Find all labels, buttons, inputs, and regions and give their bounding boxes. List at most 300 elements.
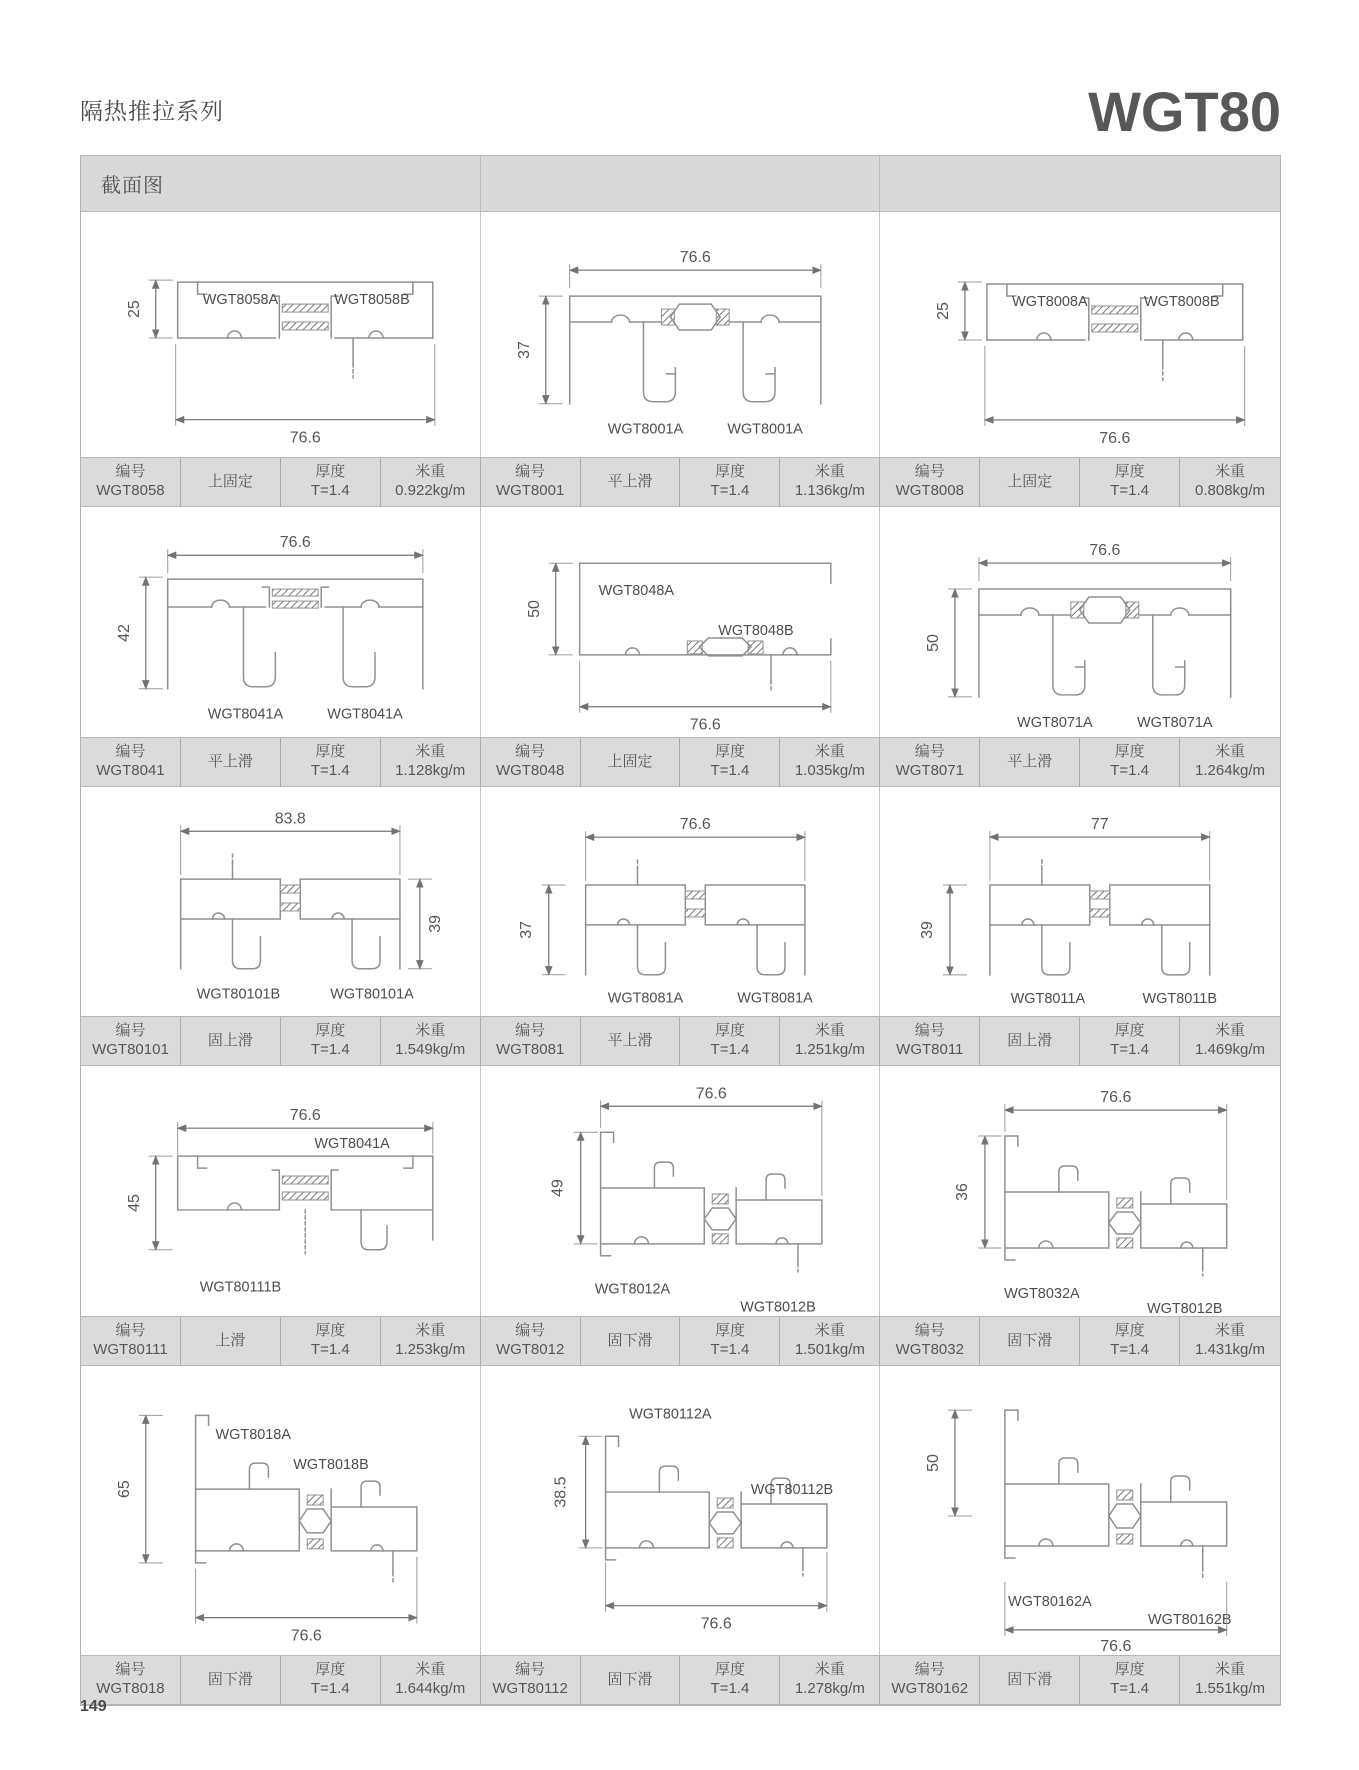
- info-cell-thickness: [680, 738, 780, 786]
- svg-text:83.8: 83.8: [274, 810, 306, 828]
- dim-horizontal: [196, 1557, 417, 1645]
- part-label: WGT8012A: [594, 1281, 670, 1298]
- diagram-cell-wgt8018: [81, 1366, 481, 1655]
- profile-thickness: T=1.4: [310, 762, 350, 779]
- profile-drawing: [1005, 1136, 1227, 1276]
- info-cell-thickness: [1080, 1317, 1180, 1365]
- info-cell-type: [581, 1317, 681, 1365]
- dim-vertical: [925, 1410, 972, 1516]
- info-cell-thickness: [1080, 738, 1180, 786]
- dim-vertical: [515, 296, 562, 404]
- profile-type: 上滑: [215, 1331, 246, 1349]
- info-cell-code: [81, 458, 181, 506]
- code-label: 编号: [515, 463, 546, 481]
- info-cell-code: [481, 738, 581, 786]
- diagram-cell-wgt80101: [81, 787, 481, 1016]
- dim-horizontal: [600, 1085, 821, 1196]
- profile-thickness: T=1.4: [710, 1680, 750, 1697]
- diagram-cell-wgt8032: [880, 1066, 1280, 1316]
- info-cell-type: [980, 1017, 1080, 1065]
- info-cell-weight: [1180, 1317, 1280, 1365]
- part-label: WGT8008B: [1144, 294, 1220, 311]
- profile-weight: 1.253kg/m: [395, 1341, 466, 1358]
- dim-vertical: [517, 885, 565, 975]
- info-cell-weight: [780, 1317, 880, 1365]
- info-cell-type: [581, 1017, 681, 1065]
- part-label: WGT8041A: [327, 706, 403, 723]
- info-row: [81, 1655, 1280, 1705]
- thickness-label: 厚度: [315, 1661, 346, 1679]
- code-label: 编号: [115, 1022, 146, 1040]
- info-cell-weight: [1180, 1017, 1280, 1065]
- profile-thickness: T=1.4: [710, 482, 750, 499]
- svg-text:77: 77: [1091, 816, 1110, 834]
- profile-drawing: [569, 296, 820, 404]
- info-cell-thickness: [680, 458, 780, 506]
- thickness-label: 厚度: [1114, 1022, 1145, 1040]
- info-cell-type: [181, 738, 281, 786]
- part-label: WGT8018A: [215, 1427, 291, 1444]
- profile-thickness: T=1.4: [310, 1341, 350, 1358]
- part-label: WGT8012B: [739, 1299, 816, 1316]
- dim-horizontal: [585, 816, 804, 881]
- profile-thickness: T=1.4: [1110, 1680, 1149, 1697]
- profile-drawing: [178, 1156, 433, 1254]
- diagram-cell-wgt80162: [880, 1366, 1280, 1655]
- code-label: 编号: [115, 743, 146, 761]
- code-label: 编号: [914, 463, 945, 481]
- part-label: WGT80162B: [1148, 1611, 1232, 1628]
- info-cell-weight: [381, 1017, 481, 1065]
- code-label: 编号: [914, 1322, 945, 1340]
- profile-code: WGT8032: [895, 1341, 964, 1358]
- profile-weight: 1.278kg/m: [794, 1680, 865, 1697]
- svg-text:76.6: 76.6: [689, 716, 721, 734]
- thickness-label: 厚度: [1114, 463, 1145, 481]
- profile-thickness: T=1.4: [310, 1041, 350, 1058]
- thickness-label: 厚度: [714, 743, 745, 761]
- diagram-cell-wgt8008: [880, 212, 1280, 457]
- profile-thickness: T=1.4: [1110, 482, 1149, 499]
- profile-thickness: T=1.4: [710, 762, 750, 779]
- code-label: 编号: [515, 1322, 546, 1340]
- dim-horizontal: [181, 810, 400, 875]
- profile-weight: 1.264kg/m: [1195, 762, 1266, 779]
- part-label: WGT8081A: [736, 990, 813, 1007]
- profile-type: 固下滑: [1007, 1331, 1053, 1349]
- part-label: WGT8018B: [293, 1457, 369, 1474]
- diagram-cell-wgt8012: [481, 1066, 881, 1316]
- profile-thickness: T=1.4: [710, 1041, 750, 1058]
- part-label: WGT8032A: [1004, 1285, 1080, 1302]
- profile-code: WGT8071: [895, 762, 964, 779]
- weight-label: 米重: [415, 1661, 446, 1679]
- profile-weight: 1.549kg/m: [395, 1041, 466, 1058]
- diagram-row: [81, 787, 1280, 1016]
- weight-label: 米重: [415, 1322, 446, 1340]
- info-cell-weight: [381, 458, 481, 506]
- info-cell-type: [181, 458, 281, 506]
- code-label: 编号: [914, 1022, 945, 1040]
- profile-code: WGT80162: [891, 1680, 969, 1697]
- thickness-label: 厚度: [1114, 1661, 1145, 1679]
- profile-weight: 1.431kg/m: [1195, 1341, 1266, 1358]
- svg-text:76.6: 76.6: [290, 1627, 322, 1645]
- svg-text:50: 50: [525, 600, 543, 618]
- info-cell-thickness: [1080, 458, 1180, 506]
- diagram-cell-wgt8001: [481, 212, 881, 457]
- info-cell-weight: [381, 1317, 481, 1365]
- profile-code: WGT8011: [896, 1041, 964, 1058]
- info-row: [81, 737, 1280, 787]
- info-cell-weight: [1180, 1656, 1280, 1704]
- info-cell-thickness: [1080, 1656, 1180, 1704]
- part-label: WGT8058B: [334, 292, 410, 309]
- section-header-cell: [880, 156, 1280, 211]
- info-cell-weight: [780, 1017, 880, 1065]
- part-label: WGT8001A: [607, 421, 683, 438]
- part-label: WGT8011B: [1142, 990, 1218, 1007]
- profile-weight: 1.501kg/m: [794, 1341, 865, 1358]
- weight-label: 米重: [415, 743, 446, 761]
- part-label: WGT80112B: [750, 1482, 833, 1499]
- part-label: WGT8041A: [314, 1136, 390, 1153]
- weight-label: 米重: [814, 743, 845, 761]
- thickness-label: 厚度: [714, 463, 745, 481]
- profile-type: 固上滑: [1007, 1031, 1053, 1049]
- weight-label: 米重: [415, 463, 446, 481]
- svg-text:37: 37: [515, 341, 533, 359]
- info-cell-type: [581, 458, 681, 506]
- svg-text:39: 39: [919, 921, 937, 939]
- dim-vertical: [549, 1132, 597, 1244]
- info-cell-code: [481, 1017, 581, 1065]
- info-cell-thickness: [680, 1317, 780, 1365]
- profile-type: 上固定: [207, 472, 253, 490]
- svg-text:45: 45: [125, 1194, 143, 1212]
- table-header-row: [81, 156, 1280, 212]
- weight-label: 米重: [814, 1661, 845, 1679]
- svg-text:76.6: 76.6: [679, 816, 711, 834]
- info-cell-code: [880, 1656, 980, 1704]
- part-label: WGT8008A: [1012, 294, 1088, 311]
- profile-code: WGT8081: [495, 1041, 565, 1058]
- svg-text:76.6: 76.6: [289, 1107, 321, 1125]
- page-header: [80, 60, 1281, 143]
- part-label: WGT8071A: [1137, 714, 1213, 731]
- diagram-row: [81, 1066, 1280, 1316]
- model-title: WGT80: [1088, 80, 1281, 143]
- svg-text:76.6: 76.6: [1099, 429, 1131, 447]
- svg-text:76.6: 76.6: [289, 429, 321, 447]
- series-title: 隔热推拉系列: [80, 98, 224, 124]
- diagram-row: [81, 507, 1280, 737]
- svg-text:49: 49: [549, 1179, 567, 1197]
- code-label: 编号: [115, 1661, 146, 1679]
- part-label: WGT8012B: [1147, 1300, 1223, 1316]
- profile-type: 平上滑: [607, 1031, 653, 1049]
- weight-label: 米重: [1215, 1661, 1246, 1679]
- svg-text:36: 36: [954, 1183, 972, 1201]
- info-cell-code: [81, 1017, 181, 1065]
- info-cell-code: [81, 1656, 181, 1704]
- dim-vertical: [925, 589, 972, 697]
- svg-text:76.6: 76.6: [679, 249, 711, 267]
- profile-thickness: T=1.4: [1110, 1041, 1149, 1058]
- profile-code: WGT8018: [96, 1680, 165, 1697]
- thickness-label: 厚度: [1114, 1322, 1145, 1340]
- code-label: 编号: [515, 1022, 546, 1040]
- info-cell-type: [181, 1317, 281, 1365]
- svg-text:76.6: 76.6: [279, 534, 311, 552]
- info-cell-code: [481, 1656, 581, 1704]
- dim-vertical: [552, 1436, 602, 1548]
- dim-vertical: [408, 879, 444, 969]
- info-cell-code: [81, 1317, 181, 1365]
- profile-weight: 1.251kg/m: [794, 1041, 865, 1058]
- weight-label: 米重: [814, 1322, 845, 1340]
- thickness-label: 厚度: [315, 1322, 346, 1340]
- dim-horizontal: [168, 534, 423, 573]
- part-label: WGT80112A: [628, 1406, 712, 1423]
- diagram-cell-wgt80111: [81, 1066, 481, 1316]
- diagram-cell-wgt8081: [481, 787, 881, 1016]
- info-cell-thickness: [281, 458, 381, 506]
- part-label: WGT8071A: [1017, 714, 1093, 731]
- profile-type: 固下滑: [607, 1670, 653, 1688]
- info-cell-weight: [780, 738, 880, 786]
- profile-code: WGT80112: [492, 1680, 568, 1697]
- dim-vertical: [954, 1136, 1002, 1248]
- part-label: WGT80101B: [196, 986, 281, 1003]
- code-label: 编号: [515, 743, 546, 761]
- profile-drawing: [1005, 1410, 1227, 1578]
- profile-code: WGT8012: [495, 1341, 565, 1358]
- profile-code: WGT8008: [895, 482, 964, 499]
- profile-type: 固上滑: [207, 1031, 253, 1049]
- info-row: [81, 1016, 1280, 1066]
- profile-drawing: [979, 589, 1231, 697]
- code-label: 编号: [115, 1322, 146, 1340]
- section-header-cell: [81, 156, 481, 211]
- info-cell-thickness: [281, 1017, 381, 1065]
- part-label: WGT80162A: [1008, 1593, 1093, 1610]
- svg-text:25: 25: [935, 302, 953, 320]
- dim-horizontal: [1005, 1089, 1227, 1200]
- thickness-label: 厚度: [315, 463, 346, 481]
- profile-type: 上固定: [607, 752, 653, 770]
- profile-drawing: [605, 1436, 826, 1576]
- part-label: WGT8048A: [598, 583, 674, 600]
- info-cell-weight: [1180, 458, 1280, 506]
- code-label: 编号: [914, 1661, 945, 1679]
- profile-drawing: [990, 859, 1210, 975]
- info-cell-code: [81, 738, 181, 786]
- info-cell-type: [181, 1656, 281, 1704]
- profile-thickness: T=1.4: [310, 1680, 350, 1697]
- part-label: WGT8058A: [202, 292, 279, 309]
- dim-horizontal: [579, 661, 830, 734]
- profile-drawing: [600, 1132, 821, 1272]
- profile-code: WGT80111: [93, 1341, 168, 1358]
- profile-code: WGT8058: [96, 482, 165, 499]
- section-header-cell: [481, 156, 881, 211]
- profile-code: WGT8041: [96, 762, 165, 779]
- info-cell-thickness: [281, 738, 381, 786]
- info-cell-weight: [780, 1656, 880, 1704]
- svg-text:76.6: 76.6: [1100, 1089, 1132, 1107]
- profile-weight: 1.644kg/m: [395, 1680, 466, 1697]
- info-cell-type: [980, 1656, 1080, 1704]
- svg-text:39: 39: [426, 915, 444, 933]
- info-cell-thickness: [1080, 1017, 1180, 1065]
- diagram-cell-wgt8071: [880, 507, 1280, 737]
- profile-table: [80, 155, 1281, 1706]
- svg-text:76.6: 76.6: [695, 1085, 727, 1103]
- weight-label: 米重: [1215, 1022, 1246, 1040]
- code-label: 编号: [914, 743, 945, 761]
- section-header: 截面图: [101, 175, 164, 197]
- info-cell-code: [880, 1017, 980, 1065]
- info-cell-type: [581, 1656, 681, 1704]
- dim-vertical: [116, 577, 163, 689]
- info-cell-code: [880, 458, 980, 506]
- diagram-cell-wgt8011: [880, 787, 1280, 1016]
- svg-text:25: 25: [125, 300, 143, 318]
- info-cell-thickness: [281, 1656, 381, 1704]
- dim-horizontal: [990, 816, 1210, 881]
- diagram-cell-wgt8048: [481, 507, 881, 737]
- profile-type: 平上滑: [607, 472, 653, 490]
- thickness-label: 厚度: [315, 743, 346, 761]
- thickness-label: 厚度: [714, 1661, 745, 1679]
- svg-text:50: 50: [925, 634, 943, 652]
- svg-text:37: 37: [517, 921, 535, 939]
- thickness-label: 厚度: [315, 1022, 346, 1040]
- part-label: WGT80111B: [199, 1279, 282, 1296]
- svg-text:76.6: 76.6: [1100, 1637, 1132, 1655]
- info-cell-weight: [381, 738, 481, 786]
- profile-drawing: [585, 859, 804, 975]
- dim-horizontal: [569, 249, 820, 288]
- dim-vertical: [116, 1415, 163, 1563]
- profile-weight: 1.128kg/m: [395, 762, 466, 779]
- profile-weight: 0.922kg/m: [395, 482, 466, 499]
- profile-weight: 1.136kg/m: [794, 482, 865, 499]
- profile-weight: 1.469kg/m: [1195, 1041, 1266, 1058]
- profile-weight: 1.551kg/m: [1195, 1680, 1266, 1697]
- info-cell-code: [880, 738, 980, 786]
- dim-horizontal: [979, 542, 1231, 581]
- weight-label: 米重: [814, 463, 845, 481]
- dim-horizontal: [985, 346, 1245, 447]
- profile-code: WGT8001: [495, 482, 565, 499]
- profile-drawing: [181, 853, 400, 969]
- info-row: [81, 457, 1280, 507]
- profile-drawing: [168, 579, 423, 689]
- info-cell-type: [980, 458, 1080, 506]
- dim-horizontal: [605, 1552, 826, 1633]
- svg-text:65: 65: [115, 1480, 133, 1498]
- thickness-label: 厚度: [714, 1322, 745, 1340]
- thickness-label: 厚度: [714, 1022, 745, 1040]
- info-cell-type: [980, 1317, 1080, 1365]
- dim-vertical: [935, 282, 982, 340]
- code-label: 编号: [115, 463, 146, 481]
- weight-label: 米重: [814, 1022, 845, 1040]
- part-label: WGT8001A: [726, 421, 803, 438]
- profile-thickness: T=1.4: [710, 1341, 750, 1358]
- profile-type: 上固定: [1007, 472, 1053, 490]
- info-cell-code: [880, 1317, 980, 1365]
- profile-type: 平上滑: [1007, 752, 1053, 770]
- info-cell-code: [481, 1317, 581, 1365]
- profile-type: 固下滑: [207, 1670, 253, 1688]
- svg-text:50: 50: [925, 1454, 943, 1472]
- page-number: 149: [80, 1698, 107, 1715]
- thickness-label: 厚度: [1114, 743, 1145, 761]
- svg-text:76.6: 76.6: [1089, 542, 1121, 560]
- profile-type: 平上滑: [207, 752, 253, 770]
- info-cell-thickness: [680, 1656, 780, 1704]
- part-label: WGT80101A: [330, 986, 414, 1003]
- weight-label: 米重: [415, 1022, 446, 1040]
- info-row: [81, 1316, 1280, 1366]
- info-cell-code: [481, 458, 581, 506]
- profile-weight: 0.808kg/m: [1195, 482, 1266, 499]
- code-label: 编号: [515, 1661, 546, 1679]
- weight-label: 米重: [1215, 1322, 1246, 1340]
- profile-weight: 1.035kg/m: [794, 762, 865, 779]
- profile-thickness: T=1.4: [1110, 762, 1149, 779]
- profile-thickness: T=1.4: [1110, 1341, 1149, 1358]
- svg-text:38.5: 38.5: [552, 1476, 570, 1508]
- dim-horizontal: [176, 344, 435, 447]
- part-label: WGT8011A: [1010, 990, 1086, 1007]
- weight-label: 米重: [1215, 463, 1246, 481]
- profile-code: WGT8048: [495, 762, 565, 779]
- part-label: WGT8041A: [207, 706, 284, 723]
- diagram-cell-wgt8041: [81, 507, 481, 737]
- profile-type: 固下滑: [1007, 1670, 1053, 1688]
- weight-label: 米重: [1215, 743, 1246, 761]
- profile-code: WGT80101: [92, 1041, 169, 1058]
- dim-vertical: [126, 1156, 173, 1250]
- part-label: WGT8048B: [717, 622, 794, 639]
- svg-text:42: 42: [115, 624, 133, 642]
- diagram-cell-wgt80112: [481, 1366, 881, 1655]
- dim-vertical: [919, 885, 967, 975]
- info-cell-weight: [1180, 738, 1280, 786]
- info-cell-thickness: [680, 1017, 780, 1065]
- diagram-row: [81, 1366, 1280, 1655]
- profile-type: 固下滑: [607, 1331, 653, 1349]
- diagram-cell-wgt8058: [81, 212, 481, 457]
- info-cell-type: [181, 1017, 281, 1065]
- diagram-row: [81, 212, 1280, 457]
- info-cell-weight: [780, 458, 880, 506]
- profile-thickness: T=1.4: [310, 482, 350, 499]
- info-cell-type: [581, 738, 681, 786]
- dim-horizontal: [178, 1107, 433, 1154]
- info-cell-thickness: [281, 1317, 381, 1365]
- dim-vertical: [126, 280, 173, 338]
- dim-vertical: [525, 563, 572, 655]
- part-label: WGT8081A: [607, 990, 683, 1007]
- info-cell-weight: [381, 1656, 481, 1704]
- svg-text:76.6: 76.6: [700, 1615, 732, 1633]
- info-cell-type: [980, 738, 1080, 786]
